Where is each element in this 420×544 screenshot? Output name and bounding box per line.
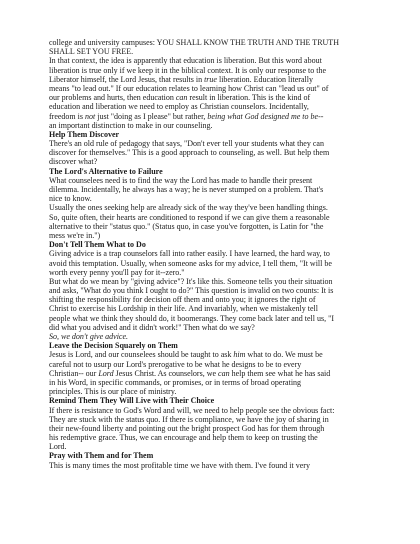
- paragraph-line: [49, 360, 384, 369]
- text-run: our problems and hurts, then education: [49, 93, 176, 103]
- text-run: principles. This is our place of ministry.: [49, 387, 177, 397]
- paragraph-line: [49, 461, 384, 470]
- text-run: in his Word, in specific commands, or promises, or in terms of broad operating: [49, 377, 302, 387]
- italic-text-run: him: [233, 350, 246, 360]
- text-run: college and university campuses: YOU SHALL KNOW THE TRUTH AND THE TRUTH: [49, 38, 339, 47]
- text-run: SHALL SET YOU FREE.: [49, 47, 134, 57]
- text-run: This is many times the most profitable time we have with them. I've found it very: [49, 460, 310, 470]
- text-run: liberation. Education literally: [216, 74, 313, 84]
- paragraph-line: [49, 194, 384, 203]
- paragraph-line: [49, 268, 384, 277]
- paragraph-line: [49, 415, 384, 424]
- italic-text-run: can: [218, 368, 230, 378]
- text-run: freedom is: [49, 111, 85, 121]
- text-run: What counselees need is to find the way the Lord has made to handle their present: [49, 175, 313, 185]
- italic-text-run: So, we don't give advice.: [49, 332, 129, 341]
- text-run: their new-found liberty and pointing out the bright prospect God has for them through: [49, 423, 325, 433]
- italic-text-run: Lord: [98, 368, 114, 378]
- text-run: Remind Them They Will Live with Their Choice: [49, 396, 215, 406]
- section-heading: [49, 396, 384, 405]
- section-heading: [49, 130, 384, 139]
- text-run: result in liberation. This is the kind of: [187, 93, 311, 103]
- italic-text-run: being what God designed me to be: [207, 111, 319, 121]
- paragraph-line: [49, 213, 384, 222]
- paragraph-line: [49, 102, 384, 111]
- section-heading: [49, 451, 384, 460]
- paragraph-line: [49, 148, 384, 157]
- text-run: Giving advice is a trap counselors fall into rather easily. I have learned, the hard way, to: [49, 249, 330, 259]
- text-run: Leave the Decision Squarely on Them: [49, 341, 178, 351]
- italic-text-run: not: [85, 111, 96, 121]
- paragraph-line: [49, 378, 384, 387]
- text-run: avoid this temptation. Usually, when someone asks for my advice, I tell them, "It will be: [49, 258, 332, 268]
- text-run: dilemma. Incidentally, he always has a way; he is never stumped on a problem. That's: [49, 185, 324, 194]
- paragraph-line: [49, 387, 384, 396]
- text-run: liberation is true only if we keep it in the biblical context. It is only our response to the: [49, 65, 327, 75]
- paragraph-line: [49, 66, 384, 75]
- paragraph-line: [49, 121, 384, 130]
- paragraph-line: [49, 185, 384, 194]
- text-run: mess we're in."): [49, 230, 101, 240]
- text-run: nice to know.: [49, 194, 92, 204]
- text-run: his redemptive grace. Thus, we can encourage and help them to keep on trusting the: [49, 433, 318, 443]
- italic-text-run: true: [204, 74, 217, 84]
- text-run: Jesus Christ. As counselors, we: [113, 368, 219, 378]
- paragraph-line: [49, 93, 384, 102]
- paragraph-line: [49, 112, 384, 121]
- text-run: education and liberation we need to employ as Christian counselors. Incidentally,: [49, 102, 309, 112]
- paragraph-line: [49, 314, 384, 323]
- text-run: discover what?: [49, 157, 98, 167]
- paragraph-line: [49, 286, 384, 295]
- text-run: an important distinction to make in our counseling.: [49, 120, 213, 130]
- text-run: Pray with Them and for Them: [49, 451, 154, 461]
- paragraph-line: [49, 259, 384, 268]
- paragraph-line: [49, 38, 384, 47]
- text-run: In that context, the idea is apparently that education is liberation. But this word about: [49, 56, 322, 66]
- text-run: and asks, "What do you think I ought to do?" This question is invalid on two counts: It is: [49, 286, 334, 296]
- paragraph-line: [49, 295, 384, 304]
- text-run: Usually the ones seeking help are already sick of the way they've been handling things.: [49, 203, 328, 213]
- text-run: worth every penny you'll pay for it--zero.": [49, 267, 185, 277]
- text-run: --: [318, 111, 324, 121]
- paragraph-line: [49, 350, 384, 359]
- text-run: Don't Tell Them What to Do: [49, 240, 146, 250]
- text-run: They are stuck with the status quo. If there is compliance, we have the joy of sharing in: [49, 414, 329, 424]
- paragraph-line: [49, 369, 384, 378]
- paragraph-line: [49, 75, 384, 84]
- text-run: alternative to their "status quo." (Status quo, in case you've forgotten, is Latin for "the: [49, 221, 324, 231]
- text-run: just "doing as I please" but rather,: [95, 111, 208, 121]
- text-run: people what we think they should do, it boomerangs. They come back later and tell us, "I: [49, 313, 335, 323]
- paragraph-line: [49, 406, 384, 415]
- paragraph-line: [49, 176, 384, 185]
- text-run: There's an old rule of pedagogy that says, "Don't ever tell your students what they can: [49, 139, 324, 149]
- section-heading: [49, 167, 384, 176]
- text-run: Help Them Discover: [49, 129, 120, 139]
- text-run: But what do we mean by "giving advice"? It's like this. Someone tells you their situation: [49, 276, 333, 286]
- text-run: Liberator himself, the Lord Jesus, that results in: [49, 74, 205, 84]
- text-run: what to do. We must be: [245, 350, 323, 360]
- paragraph-line: [49, 139, 384, 148]
- paragraph-line: [49, 277, 384, 286]
- paragraph-line: [49, 323, 384, 332]
- paragraph-line: [49, 56, 384, 65]
- text-run: help them see what he has said: [229, 368, 331, 378]
- paragraph-line: [49, 203, 384, 212]
- paragraph-line: [49, 231, 384, 240]
- text-run: means "to lead out." If our education relates to learning how Christ can "lead us out" of: [49, 83, 329, 93]
- text-run: Jesus is Lord, and our counselees should be taught to ask: [49, 350, 234, 360]
- paragraph-line: [49, 433, 384, 442]
- paragraph-line: [49, 249, 384, 258]
- text-run: If there is resistance to God's Word and will, we need to help people see the obvious fact:: [49, 405, 335, 415]
- paragraph-line: [49, 304, 384, 313]
- text-run: did what you advised and it didn't work!" Then what do we say?: [49, 322, 255, 332]
- paragraph-line: [49, 442, 384, 451]
- text-run: So, quite often, their hearts are conditioned to respond if we can give them a reasonable: [49, 212, 330, 222]
- page-body-text: [49, 38, 384, 470]
- italic-text-run: can: [175, 93, 188, 103]
- paragraph-line: [49, 332, 384, 341]
- text-run: shifting the responsibility for decision off them and onto you; it ignores the right of: [49, 295, 316, 305]
- section-heading: [49, 341, 384, 350]
- paragraph-line: [49, 47, 384, 56]
- paragraph-line: [49, 157, 384, 166]
- text-run: Christ to exercise his Lordship in their life. And invariably, when we mistakenly tell: [49, 304, 318, 314]
- text-run: Lord.: [49, 442, 67, 452]
- text-run: careful not to usurp our Lord's prerogative to be what he designs to be to every: [49, 359, 302, 369]
- paragraph-line: [49, 84, 384, 93]
- text-run: Christian-- our: [49, 368, 99, 378]
- paragraph-line: [49, 424, 384, 433]
- paragraph-line: [49, 222, 384, 231]
- text-run: discover for themselves." This is a good approach to counseling, as well. But help them: [49, 148, 330, 158]
- section-heading: [49, 240, 384, 249]
- text-run: The Lord's Alternative to Failure: [49, 166, 163, 176]
